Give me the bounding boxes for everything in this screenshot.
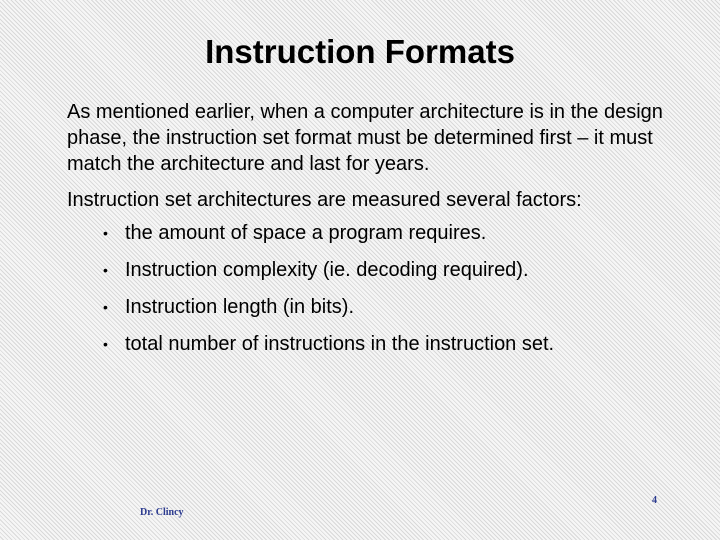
factors-list xyxy=(67,220,667,368)
page-number: 4 xyxy=(652,495,657,506)
list-item-text: Instruction complexity (ie. decoding required). xyxy=(125,259,529,281)
bullet-icon: • xyxy=(103,262,108,278)
list-item xyxy=(103,331,667,368)
list-item xyxy=(103,257,667,294)
slide-title: Instruction Formats xyxy=(205,33,515,70)
factors-paragraph: Instruction set architectures are measured several factors: xyxy=(67,189,582,211)
bullet-icon: • xyxy=(103,299,108,315)
bullet-icon: • xyxy=(103,336,108,352)
list-item-text: total number of instructions in the instruction set. xyxy=(125,333,555,355)
footer-author: Dr. Clincy xyxy=(140,507,184,518)
list-item xyxy=(103,294,667,331)
bullet-icon: • xyxy=(103,225,108,241)
intro-paragraph: As mentioned earlier, when a computer architecture is in the design phase, the instruction set format must be determined first – it must match the architecture and last for years. xyxy=(67,101,663,175)
list-item-text: the amount of space a program requires. xyxy=(125,222,487,244)
slide-body xyxy=(67,99,667,368)
list-item xyxy=(103,220,667,257)
list-item-text: Instruction length (in bits). xyxy=(125,296,354,318)
